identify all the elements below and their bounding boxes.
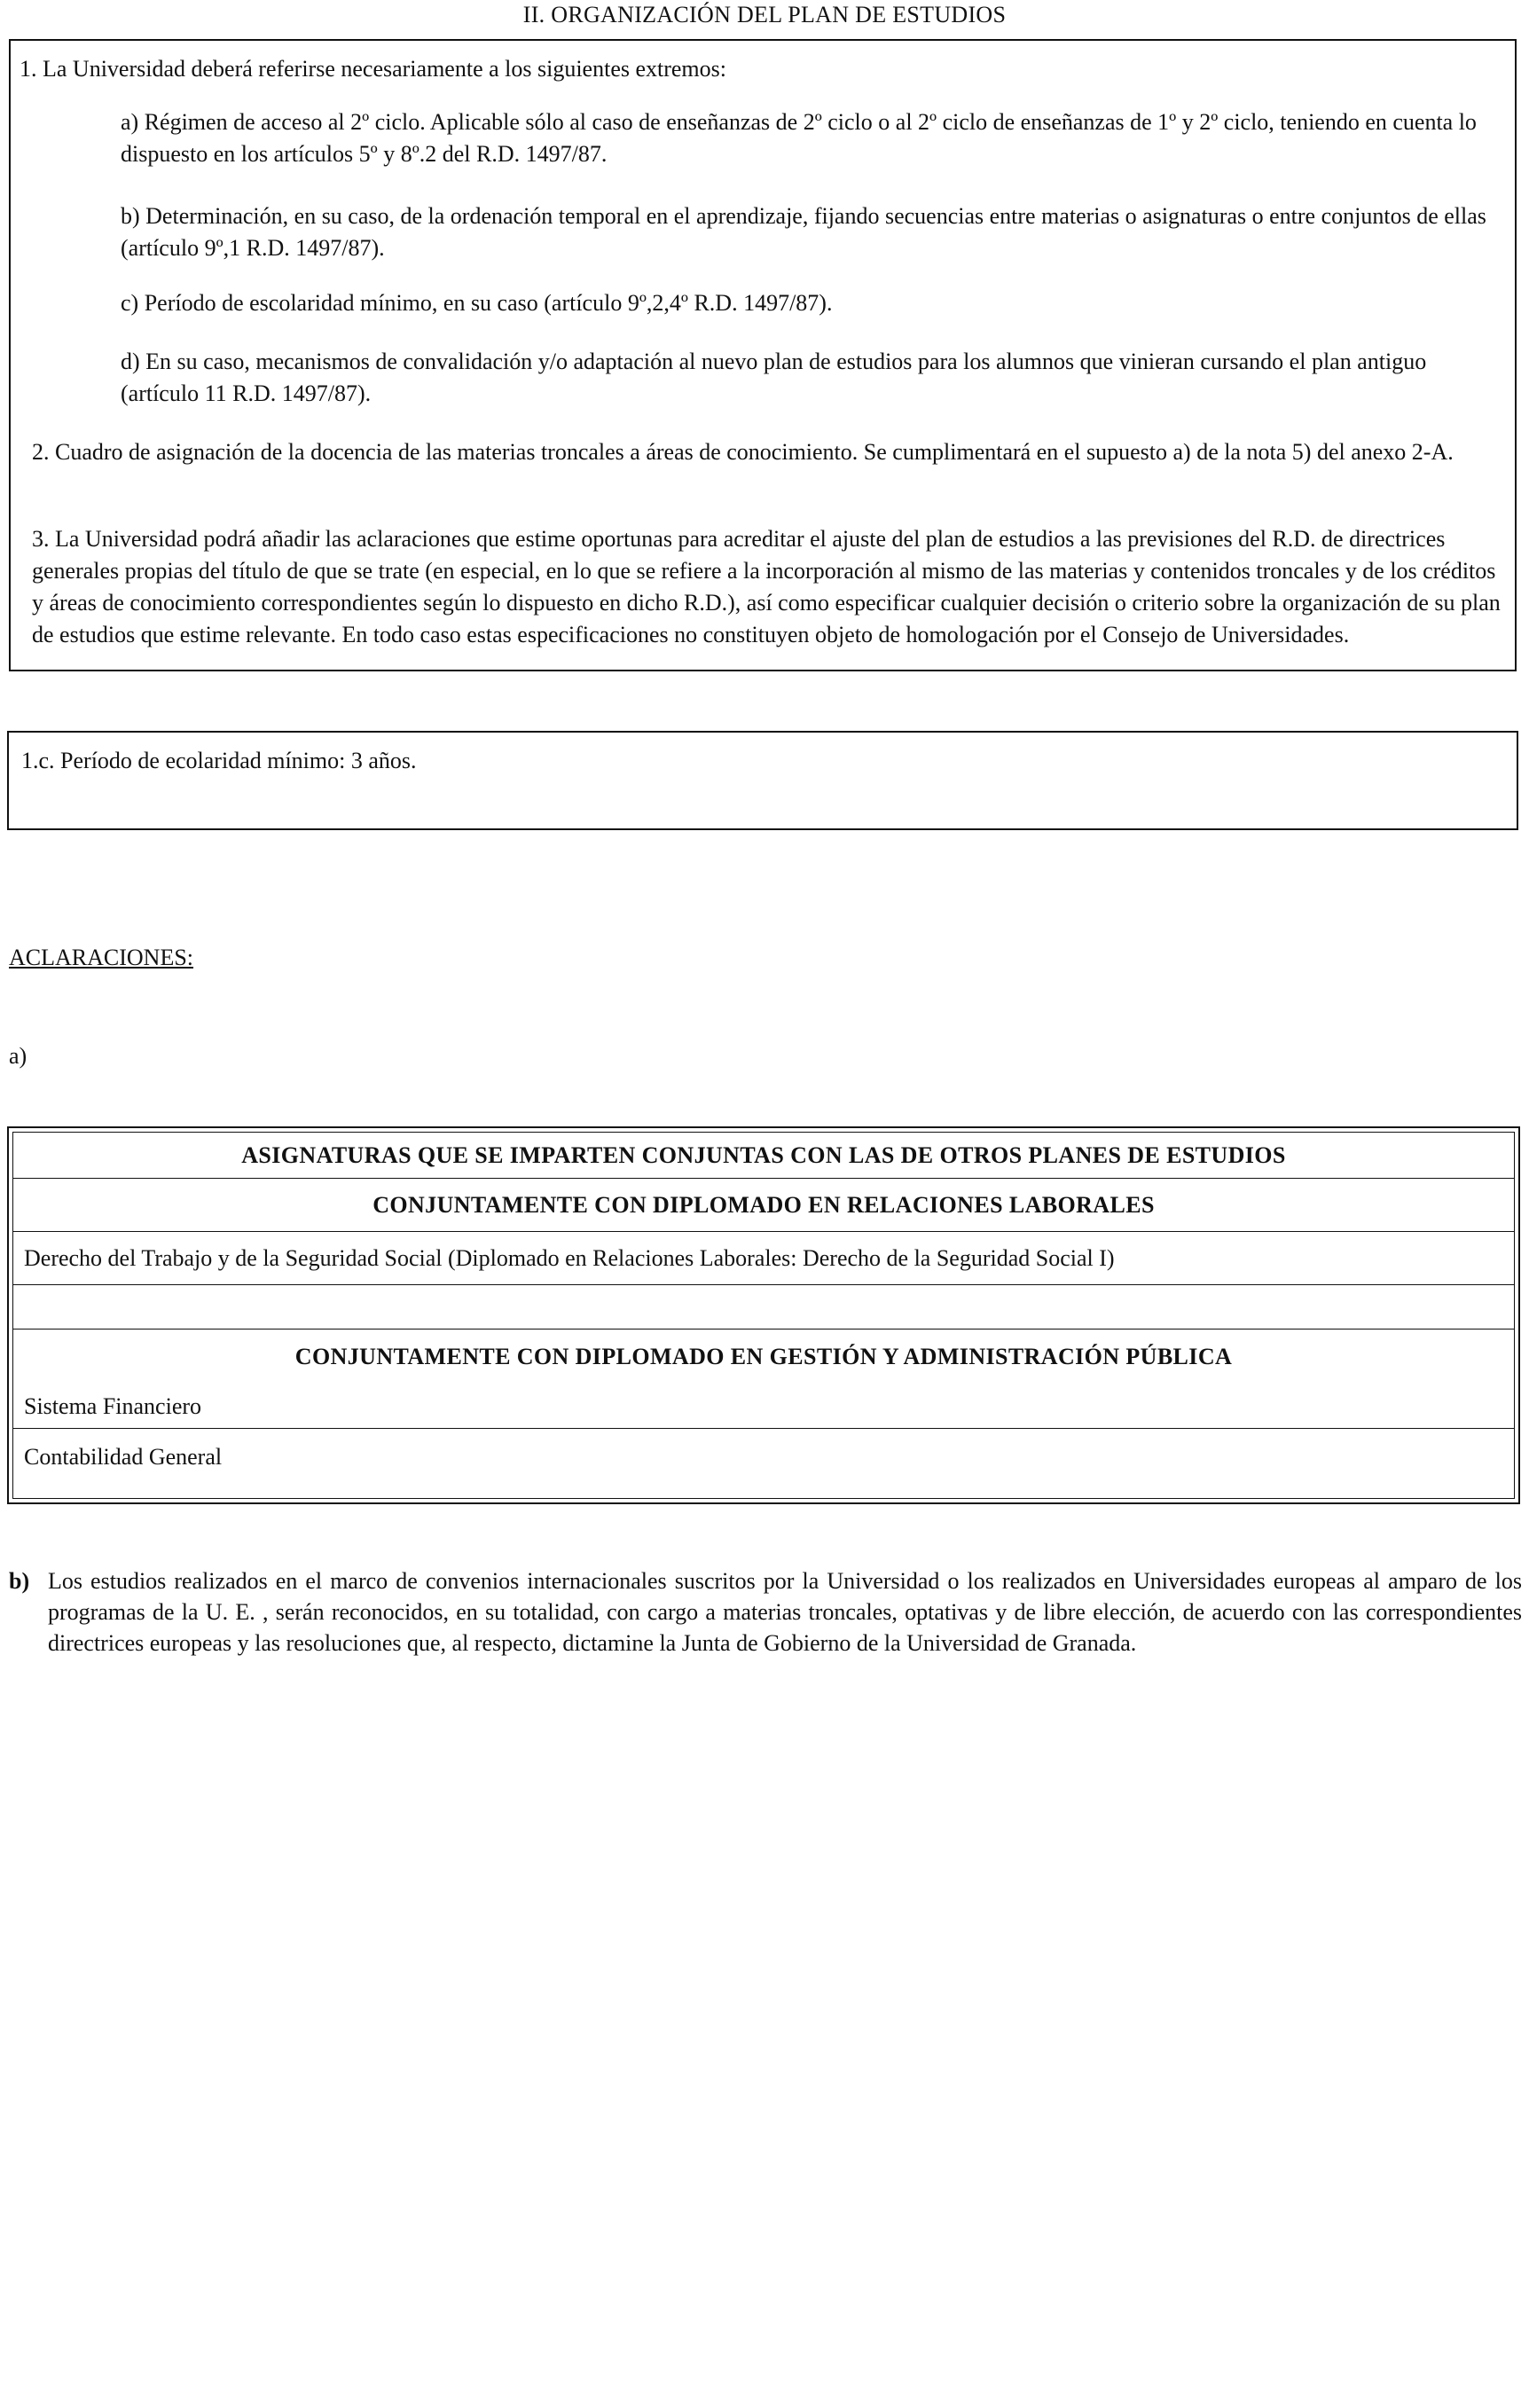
joint-subjects-table xyxy=(7,1126,1520,1504)
schooling-period-box xyxy=(7,731,1518,830)
table-row: Sistema Financiero xyxy=(13,1376,1514,1429)
aclaraciones-note-b: Los estudios realizados en el marco de convenios internacionales suscritos por la Universidad o los realizados en Universidades europeas al amparo de los programas de la U. E. , serán reconocidos, en su totalidad, con cargo a materias troncales, optativas y de libre elección, de acuerdo con las correspondientes directrices europeas y las resoluciones que, al respecto, dictamine la Junta de Gobierno de la Universidad de Granada. xyxy=(48,1568,1522,1656)
section1-point2: 2. Cuadro de asignación de la docencia de las materias troncales a áreas de conocimiento. Se cumplimentará en el supuesto a) de la nota 5) del anexo 2-A. xyxy=(32,439,1454,465)
section1-intro: 1. La Universidad deberá referirse necesariamente a los siguientes extremos: xyxy=(20,56,726,82)
section1-item-b: b) Determinación, en su caso, de la ordenación temporal en el aprendizaje, fijando secuencias entre materias o asignaturas o entre conjuntos de ellas (artículo 9º,1 R.D. 1497/87). xyxy=(121,203,1486,261)
aclaraciones-heading: ACLARACIONES: xyxy=(9,945,194,970)
schooling-period-text: 1.c. Período de ecolaridad mínimo: 3 años. xyxy=(21,748,417,773)
table-header-main: ASIGNATURAS QUE SE IMPARTEN CONJUNTAS CON LAS DE OTROS PLANES DE ESTUDIOS xyxy=(13,1133,1514,1179)
page-title: II. ORGANIZACIÓN DEL PLAN DE ESTUDIOS xyxy=(522,2,1007,27)
aclaraciones-label-b: b) xyxy=(9,1568,30,1594)
table-row: Derecho del Trabajo y de la Seguridad Social (Diplomado en Relaciones Laborales: Derecho de la Seguridad Social I) xyxy=(13,1232,1514,1285)
section1-item-c: c) Período de escolaridad mínimo, en su caso (artículo 9º,2,4º R.D. 1497/87). xyxy=(121,290,833,316)
aclaraciones-label-a: a) xyxy=(9,1043,27,1069)
section1-item-d: d) En su caso, mecanismos de convalidación y/o adaptación al nuevo plan de estudios para los alumnos que vinieran cursando el plan antiguo (artículo 11 R.D. 1497/87). xyxy=(121,349,1427,406)
table-row: Contabilidad General xyxy=(24,1444,223,1470)
section1-item-a: a) Régimen de acceso al 2º ciclo. Aplicable sólo al caso de enseñanzas de 2º ciclo o al 2º ciclo de enseñanzas de 1º y 2º ciclo, teniendo en cuenta lo dispuesto en los artículos 5º y 8º.2 del R.D. 1497/87. xyxy=(121,109,1477,167)
table-header-relaciones-laborales: CONJUNTAMENTE CON DIPLOMADO EN RELACIONES LABORALES xyxy=(13,1179,1514,1232)
section1-point3: 3. La Universidad podrá añadir las aclaraciones que estime oportunas para acreditar el ajuste del plan de estudios a las previsiones del R.D. de directrices generales propias del título de que se trate (en especial, en lo que se refiere a la incorporación al mismo de las materias y contenidos troncales y de los créditos y áreas de conocimiento correspondientes según lo dispuesto en dicho R.D.), así como especificar cualquier decisión o criterio sobre la organización de su plan de estudios que estime relevante. En todo caso estas especificaciones no constituyen objeto de homologación por el Consejo de Universidades. xyxy=(32,526,1501,647)
instructions-box xyxy=(9,39,1517,671)
joint-subjects-table-inner xyxy=(12,1132,1515,1499)
table-row-empty xyxy=(13,1285,1514,1329)
table-header-gestion-administracion: CONJUNTAMENTE CON DIPLOMADO EN GESTIÓN Y ADMINISTRACIÓN PÚBLICA xyxy=(294,1344,1233,1369)
